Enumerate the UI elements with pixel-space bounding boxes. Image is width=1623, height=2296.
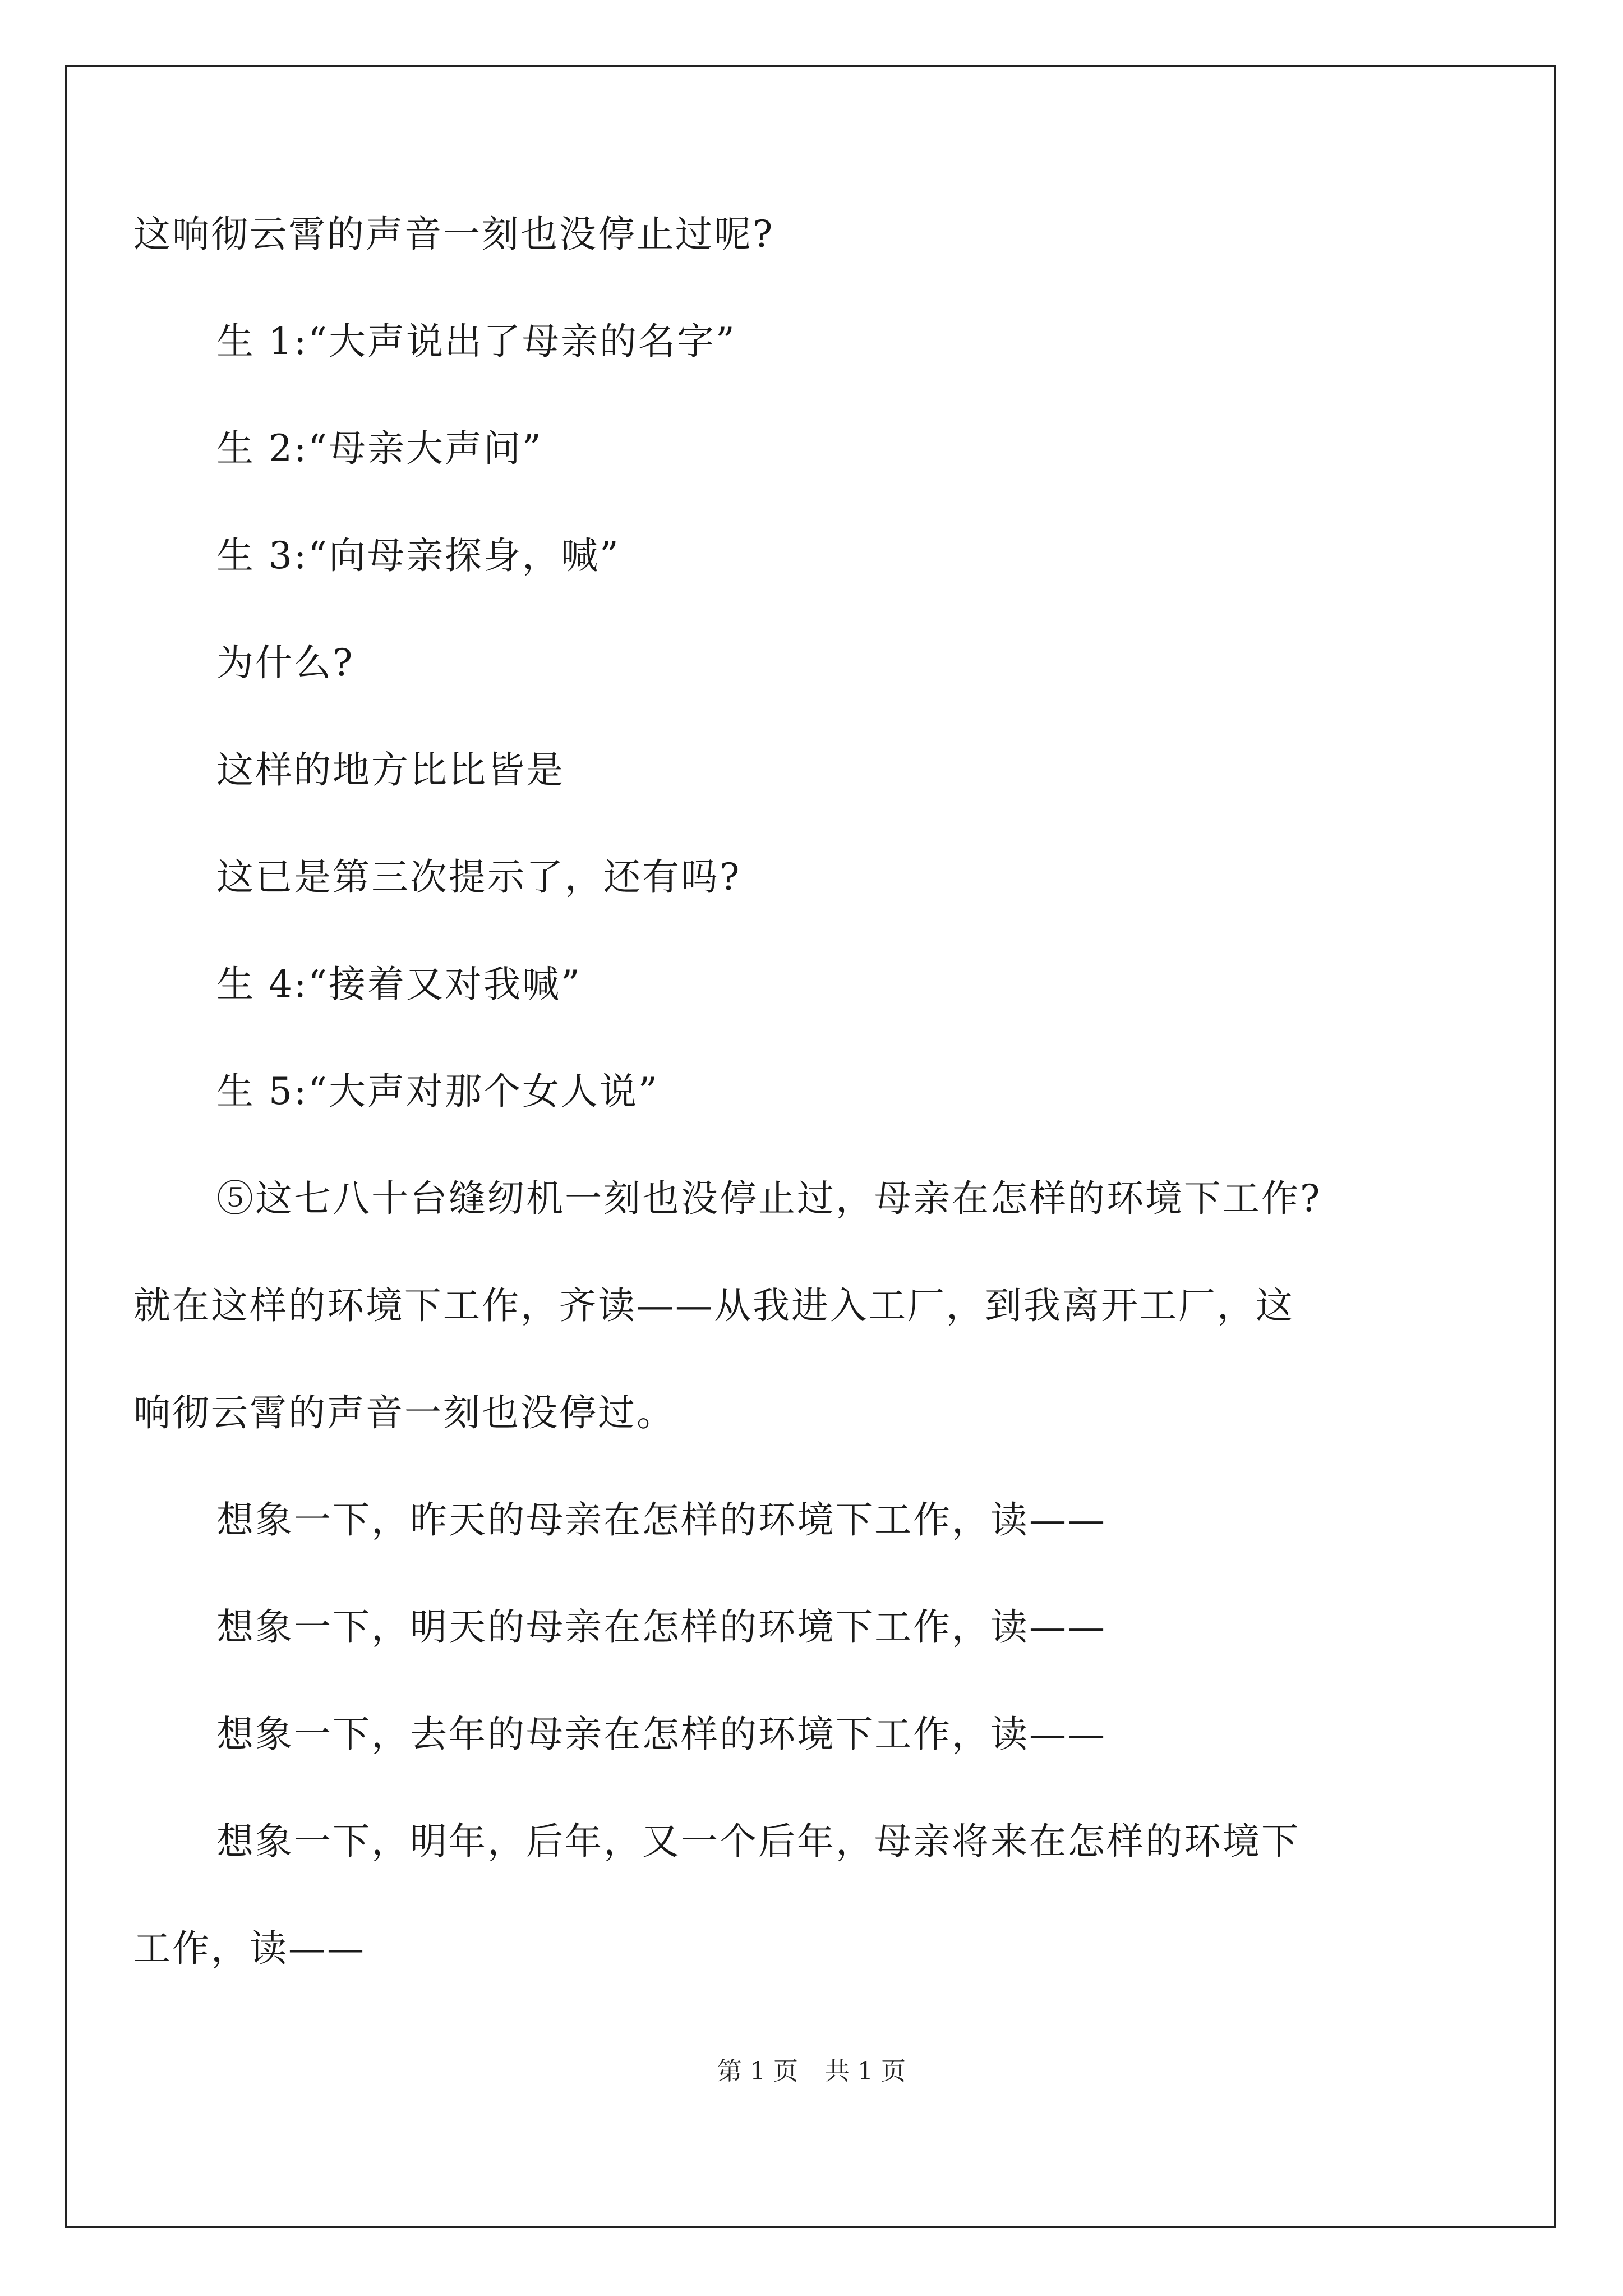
page-total: 共 1 页 [825, 2057, 906, 2086]
text-line: 生 2:“母亲大声问” [216, 427, 543, 470]
document-body [133, 208, 1491, 2029]
text-line: 想象一下，明天的母亲在怎样的环境下工作，读—— [216, 1605, 1106, 1649]
text-line: 生 3:“向母亲探身，喊” [216, 534, 620, 577]
text-line: 这已是第三次提示了，还有吗? [216, 855, 741, 899]
text-line: 响彻云霄的声音一刻也没停过。 [133, 1391, 675, 1434]
text-line: 工作，读—— [133, 1927, 366, 1970]
text-line: 生 5:“大声对那个女人说” [216, 1070, 659, 1113]
text-line: 就在这样的环境下工作，齐读——从我进入工厂，到我离开工厂，这 [133, 1284, 1294, 1327]
page-number: 第 1 页 [717, 2057, 798, 2086]
text-line: 这样的地方比比皆是 [216, 748, 565, 792]
text-line: 这响彻云霄的声音一刻也没停止过呢? [133, 213, 774, 256]
text-line: 想象一下，明年，后年，又一个后年，母亲将来在怎样的环境下 [216, 1820, 1300, 1863]
text-line: 生 1:“大声说出了母亲的名字” [216, 320, 736, 363]
text-line: ⑤这七八十台缝纫机一刻也没停止过，母亲在怎样的环境下工作? [216, 1177, 1322, 1220]
text-line: 想象一下，昨天的母亲在怎样的环境下工作，读—— [216, 1498, 1106, 1542]
text-line: 为什么? [216, 641, 354, 684]
page-footer [0, 2055, 1623, 2088]
text-line: 想象一下，去年的母亲在怎样的环境下工作，读—— [216, 1713, 1106, 1756]
text-line: 生 4:“接着又对我喊” [216, 963, 582, 1006]
